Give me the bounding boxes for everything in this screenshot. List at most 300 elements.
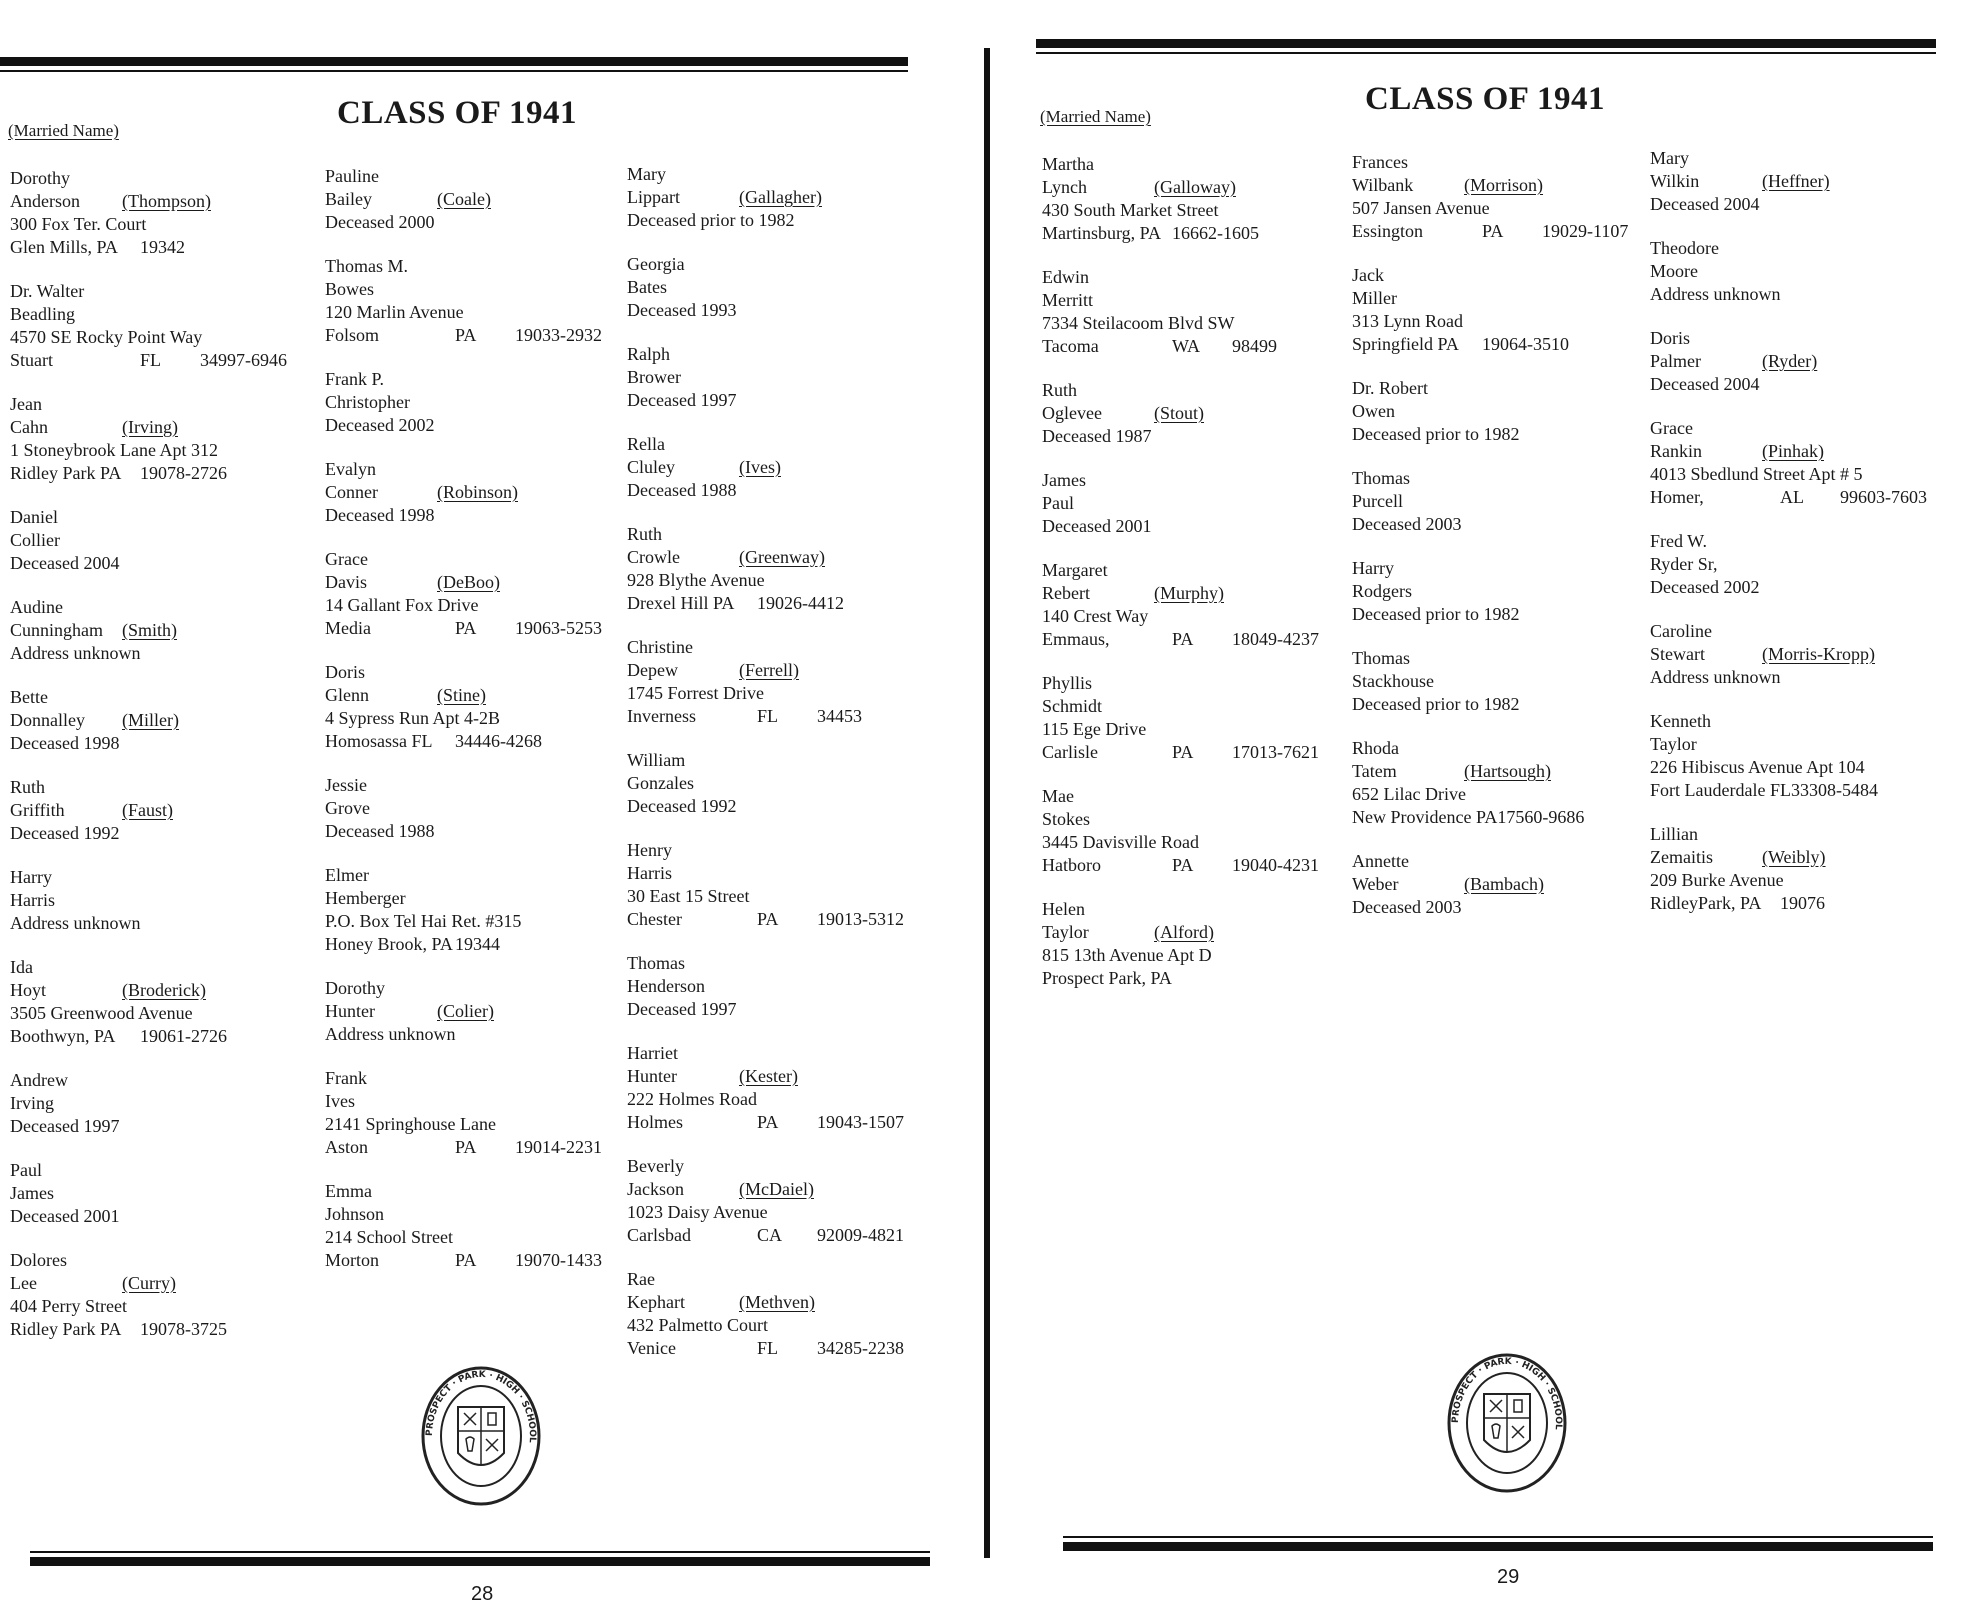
street-address: 313 Lynn Road	[1352, 311, 1463, 331]
married-name: (Thompson)	[122, 191, 211, 211]
status-text: Deceased 2004	[10, 553, 120, 573]
status-text: Deceased 2003	[1352, 514, 1462, 534]
status-text: Address unknown	[1650, 284, 1781, 304]
zip-code: 98499	[1232, 336, 1277, 356]
status-text: Deceased 1997	[627, 999, 737, 1019]
alumni-entry	[325, 977, 602, 1046]
married-name: (Bambach)	[1464, 874, 1544, 894]
status-text: Address unknown	[10, 913, 141, 933]
name-line	[627, 772, 904, 795]
name-line	[1650, 846, 1927, 869]
last-name: Griffith	[10, 800, 65, 820]
alumni-entry	[1352, 557, 1628, 626]
alumni-entry	[325, 458, 602, 527]
first-name: Emma	[325, 1181, 372, 1201]
name-line	[1042, 176, 1319, 199]
city: RidleyPark, PA	[1650, 893, 1762, 913]
first-name: Dorothy	[10, 168, 70, 188]
married-name: (Broderick)	[122, 980, 206, 1000]
first-name: Pauline	[325, 166, 379, 186]
first-name: Lillian	[1650, 824, 1698, 844]
alumni-entry	[627, 343, 904, 412]
state: PA	[1172, 855, 1194, 875]
first-name: Jessie	[325, 775, 367, 795]
married-name: (Robinson)	[437, 482, 518, 502]
first-name: Dr. Walter	[10, 281, 85, 301]
city-line	[10, 1025, 287, 1048]
status-text: Address unknown	[10, 643, 141, 663]
street-address: 222 Holmes Road	[627, 1089, 757, 1109]
first-name: Doris	[1650, 328, 1690, 348]
state: PA	[1172, 629, 1194, 649]
name-line	[10, 190, 287, 213]
street-address: 404 Perry Street	[10, 1296, 127, 1316]
status-text: Deceased 2001	[10, 1206, 120, 1226]
state: PA	[455, 1250, 477, 1270]
city-line	[325, 730, 602, 753]
first-name: Beverly	[627, 1156, 684, 1176]
name-line	[1650, 553, 1927, 576]
alumni-entry	[1352, 467, 1628, 536]
first-name: Margaret	[1042, 560, 1108, 580]
state: FL	[757, 706, 779, 726]
alumni-entry	[627, 1155, 904, 1247]
married-name: (Methven)	[739, 1292, 815, 1312]
status-text: Deceased 2002	[1650, 577, 1760, 597]
status-text: Deceased 2003	[1352, 897, 1462, 917]
city: Folsom	[325, 325, 380, 345]
name-column	[1352, 151, 1628, 919]
name-line	[627, 975, 904, 998]
zip-code: 33308-5484	[1790, 780, 1878, 800]
left-top-rule-thin	[0, 70, 908, 72]
city-line	[325, 1249, 602, 1272]
alumni-entry	[627, 253, 904, 322]
zip-code: 19344	[455, 934, 500, 954]
page-title: CLASS OF 1941	[337, 95, 577, 131]
alumni-entry	[627, 163, 904, 232]
last-name: Paul	[1042, 493, 1075, 513]
name-line	[627, 1178, 904, 1201]
last-name: Hunter	[627, 1066, 677, 1086]
last-name: Zemaitis	[1650, 847, 1713, 867]
street-address: 430 South Market Street	[1042, 200, 1219, 220]
city-line	[1352, 806, 1628, 829]
name-line	[1042, 492, 1319, 515]
first-name: Ruth	[627, 524, 663, 544]
alumni-entry	[627, 523, 904, 615]
zip-code: 34446-4268	[455, 731, 542, 751]
name-line	[627, 546, 904, 569]
last-name: Cunningham	[10, 620, 103, 640]
city: Prospect Park, PA	[1042, 968, 1172, 988]
first-name: Phyllis	[1042, 673, 1093, 693]
alumni-entry	[1352, 647, 1628, 716]
name-line	[1352, 873, 1628, 896]
alumni-entry	[325, 661, 602, 753]
name-line	[627, 366, 904, 389]
name-line	[1650, 350, 1927, 373]
status-text: Deceased 1997	[627, 390, 737, 410]
name-line	[325, 278, 602, 301]
first-name: Frank P.	[325, 369, 385, 389]
name-line	[1042, 921, 1319, 944]
last-name: Irving	[10, 1093, 54, 1113]
name-line	[325, 1090, 602, 1113]
last-name: Oglevee	[1042, 403, 1102, 423]
name-line	[1352, 174, 1628, 197]
alumni-entry	[627, 952, 904, 1021]
street-address: 14 Gallant Fox Drive	[325, 595, 479, 615]
state: CA	[757, 1225, 783, 1245]
married-name: (Kester)	[739, 1066, 798, 1086]
last-name: Gonzales	[627, 773, 694, 793]
status-text: Address unknown	[325, 1024, 456, 1044]
zip-code: 19013-5312	[817, 909, 904, 929]
married-name: (Heffner)	[1762, 171, 1830, 191]
alumni-entry	[1650, 327, 1927, 396]
married-name: (Miller)	[122, 710, 179, 730]
city-line	[10, 349, 287, 372]
last-name: Weber	[1352, 874, 1399, 894]
zip-code: 19078-3725	[140, 1319, 227, 1339]
name-line	[325, 684, 602, 707]
first-name: William	[627, 750, 686, 770]
first-name: Ruth	[1042, 380, 1078, 400]
zip-code: 34997-6946	[200, 350, 287, 370]
married-name: (Stout)	[1154, 403, 1205, 423]
street-address: 2141 Springhouse Lane	[325, 1114, 496, 1134]
name-line	[325, 391, 602, 414]
alumni-entry	[10, 686, 287, 755]
status-text: Deceased 2002	[325, 415, 435, 435]
alumni-entry	[325, 255, 602, 347]
status-text: Deceased 2004	[1650, 194, 1760, 214]
city-line	[325, 324, 602, 347]
alumni-entry	[10, 280, 287, 372]
city: Ridley Park PA	[10, 463, 122, 483]
last-name: Henderson	[627, 976, 705, 996]
first-name: Christine	[627, 637, 693, 657]
first-name: Ruth	[10, 777, 46, 797]
city-line	[325, 1136, 602, 1159]
name-line	[1650, 733, 1927, 756]
married-name: (Weibly)	[1762, 847, 1826, 867]
status-text: Deceased 2004	[1650, 374, 1760, 394]
name-column	[627, 163, 904, 1360]
city: Stuart	[10, 350, 53, 370]
first-name: Georgia	[627, 254, 685, 274]
first-name: Ralph	[627, 344, 670, 364]
street-address: 30 East 15 Street	[627, 886, 750, 906]
first-name: Harriet	[627, 1043, 678, 1063]
city: Holmes	[627, 1112, 683, 1132]
first-name: Theodore	[1650, 238, 1719, 258]
name-line	[627, 1065, 904, 1088]
status-text: Deceased 2001	[1042, 516, 1152, 536]
name-line	[10, 709, 287, 732]
last-name: Johnson	[325, 1204, 385, 1224]
last-name: Purcell	[1352, 491, 1403, 511]
first-name: Edwin	[1042, 267, 1089, 287]
last-name: Hemberger	[325, 888, 406, 908]
first-name: Thomas	[1352, 648, 1410, 668]
alumni-entry	[10, 956, 287, 1048]
last-name: Harris	[10, 890, 55, 910]
zip-code: 19014-2231	[515, 1137, 602, 1157]
name-line	[627, 456, 904, 479]
zip-code: 19033-2932	[515, 325, 602, 345]
alumni-entry	[1042, 469, 1319, 538]
city: Hatboro	[1042, 855, 1101, 875]
name-line	[1352, 580, 1628, 603]
status-text: Deceased 2000	[325, 212, 435, 232]
street-address: 4013 Sbedlund Street Apt # 5	[1650, 464, 1863, 484]
name-line	[1042, 289, 1319, 312]
alumni-entry	[627, 1042, 904, 1134]
status-text: Deceased 1988	[325, 821, 435, 841]
married-name: (McDaiel)	[739, 1179, 814, 1199]
name-line	[1042, 695, 1319, 718]
married-name: (Ryder)	[1762, 351, 1818, 371]
zip-code: 19043-1507	[817, 1112, 904, 1132]
last-name: Stackhouse	[1352, 671, 1434, 691]
last-name: Rebert	[1042, 583, 1090, 603]
last-name: Taylor	[1650, 734, 1697, 754]
city: Inverness	[627, 706, 696, 726]
street-address: 209 Burke Avenue	[1650, 870, 1784, 890]
alumni-entry	[325, 1180, 602, 1272]
name-line	[325, 481, 602, 504]
street-address: 3445 Davisville Road	[1042, 832, 1199, 852]
city-line	[627, 592, 904, 615]
name-line	[1352, 490, 1628, 513]
alumni-entry	[1042, 898, 1319, 990]
street-address: 432 Palmetto Court	[627, 1315, 768, 1335]
street-address: 507 Jansen Avenue	[1352, 198, 1490, 218]
first-name: Dorothy	[325, 978, 385, 998]
name-line	[325, 1203, 602, 1226]
name-line	[10, 619, 287, 642]
zip-code: 34453	[817, 706, 862, 726]
married-name: (Murphy)	[1154, 583, 1224, 603]
city-line	[1042, 335, 1319, 358]
city-line	[627, 908, 904, 931]
city: Drexel Hill PA	[627, 593, 735, 613]
married-name: (DeBoo)	[437, 572, 500, 592]
first-name: Thomas	[627, 953, 685, 973]
first-name: Mary	[627, 164, 666, 184]
zip-code: 19026-4412	[757, 593, 844, 613]
state: PA	[455, 618, 477, 638]
alumni-entry	[10, 506, 287, 575]
name-line	[10, 1092, 287, 1115]
zip-code: 17560-9686	[1497, 807, 1585, 827]
city: Chester	[627, 909, 682, 929]
city: Springfield PA	[1352, 334, 1459, 354]
last-name: Crowle	[627, 547, 680, 567]
right-bottom-rule	[1063, 1542, 1933, 1551]
married-name: (Morris-Kropp)	[1762, 644, 1875, 664]
name-line	[627, 276, 904, 299]
school-seal-logo	[420, 1365, 542, 1507]
last-name: Palmer	[1650, 351, 1701, 371]
last-name: Hunter	[325, 1001, 375, 1021]
first-name: Audine	[10, 597, 63, 617]
alumni-entry	[1042, 672, 1319, 764]
left-bottom-rule	[30, 1557, 930, 1566]
state: PA	[1482, 221, 1504, 241]
last-name: Rankin	[1650, 441, 1702, 461]
alumni-entry	[1650, 147, 1927, 216]
state: AL	[1780, 487, 1804, 507]
married-name: (Morrison)	[1464, 175, 1543, 195]
state: PA	[1172, 742, 1194, 762]
city: Boothwyn, PA	[10, 1026, 116, 1046]
last-name: Depew	[627, 660, 678, 680]
first-name: Thomas M.	[325, 256, 408, 276]
alumni-entry	[10, 1249, 287, 1341]
first-name: Bette	[10, 687, 48, 707]
status-text: Deceased 1987	[1042, 426, 1152, 446]
city-line	[1042, 854, 1319, 877]
status-text: Deceased 1998	[325, 505, 435, 525]
name-line	[1352, 400, 1628, 423]
page-number: 28	[471, 1583, 494, 1605]
street-address: 4 Sypress Run Apt 4-2B	[325, 708, 501, 728]
first-name: Annette	[1352, 851, 1409, 871]
first-name: Elmer	[325, 865, 369, 885]
first-name: Dr. Robert	[1352, 378, 1428, 398]
last-name: Moore	[1650, 261, 1698, 281]
zip-code: 19040-4231	[1232, 855, 1319, 875]
zip-code: 34285-2238	[817, 1338, 904, 1358]
last-name: Davis	[325, 572, 367, 592]
street-address: 140 Crest Way	[1042, 606, 1149, 626]
name-column	[10, 167, 287, 1341]
first-name: Martha	[1042, 154, 1094, 174]
name-line	[10, 1272, 287, 1295]
first-name: Rella	[627, 434, 665, 454]
last-name: Beadling	[10, 304, 75, 324]
last-name: Lynch	[1042, 177, 1087, 197]
married-name-label: (Married Name)	[1040, 107, 1151, 126]
street-address: 1745 Forrest Drive	[627, 683, 764, 703]
city-line	[10, 462, 287, 485]
first-name: Ida	[10, 957, 33, 977]
alumni-entry	[1650, 530, 1927, 599]
alumni-entry	[1352, 850, 1628, 919]
city-line	[325, 617, 602, 640]
name-line	[325, 887, 602, 910]
street-address: 300 Fox Ter. Court	[10, 214, 147, 234]
alumni-entry	[1042, 559, 1319, 651]
alumni-entry	[325, 165, 602, 234]
state: FL	[757, 1338, 779, 1358]
last-name: James	[10, 1183, 54, 1203]
city: Homosassa FL	[325, 731, 433, 751]
svg-text:PROSPECT · PARK · HIGH · SCHOO: PROSPECT · PARK · HIGH · SCHOOL	[1450, 1356, 1564, 1431]
state: WA	[1172, 336, 1200, 356]
name-line	[10, 979, 287, 1002]
zip-code: 92009-4821	[817, 1225, 904, 1245]
alumni-entry	[1042, 379, 1319, 448]
status-text: Deceased 1992	[627, 796, 737, 816]
name-line	[1650, 170, 1927, 193]
alumni-entry	[10, 1069, 287, 1138]
city-line	[1352, 220, 1628, 243]
zip-code: 19078-2726	[140, 463, 227, 483]
first-name: Frances	[1352, 152, 1408, 172]
city: Venice	[627, 1338, 676, 1358]
city: Essington	[1352, 221, 1424, 241]
city: Fort Lauderdale FL	[1650, 780, 1791, 800]
first-name: Doris	[325, 662, 365, 682]
married-name: (Colier)	[437, 1001, 494, 1021]
name-line	[627, 862, 904, 885]
city: Carlsbad	[627, 1225, 691, 1245]
alumni-entry	[325, 1067, 602, 1159]
city: Media	[325, 618, 371, 638]
street-address: 120 Marlin Avenue	[325, 302, 464, 322]
zip-code: 19029-1107	[1542, 221, 1629, 241]
last-name: Glenn	[325, 685, 369, 705]
street-address: 815 13th Avenue Apt D	[1042, 945, 1212, 965]
zip-code: 19342	[140, 237, 185, 257]
state: PA	[455, 325, 477, 345]
name-column	[1650, 147, 1927, 915]
alumni-entry	[10, 1159, 287, 1228]
last-name: Bowes	[325, 279, 374, 299]
name-line	[627, 1291, 904, 1314]
city-line	[627, 1224, 904, 1247]
married-name: (Gallagher)	[739, 187, 822, 207]
city-line	[627, 1111, 904, 1134]
last-name: Kephart	[627, 1292, 685, 1312]
last-name: Ryder Sr,	[1650, 554, 1718, 574]
street-address: 226 Hibiscus Avenue Apt 104	[1650, 757, 1865, 777]
alumni-entry	[10, 866, 287, 935]
right-top-rule-thin	[1036, 52, 1936, 54]
first-name: Daniel	[10, 507, 58, 527]
married-name: (Irving)	[122, 417, 178, 437]
last-name: Rodgers	[1352, 581, 1412, 601]
city: New Providence PA	[1352, 807, 1498, 827]
alumni-entry	[627, 636, 904, 728]
city: Emmaus,	[1042, 629, 1110, 649]
name-column	[325, 165, 602, 1272]
street-address: 115 Ege Drive	[1042, 719, 1147, 739]
name-line	[1042, 808, 1319, 831]
alumni-entry	[1650, 823, 1927, 915]
last-name: Donnalley	[10, 710, 85, 730]
first-name: Andrew	[10, 1070, 68, 1090]
status-text: Deceased 1993	[627, 300, 737, 320]
name-line	[325, 188, 602, 211]
name-line	[10, 889, 287, 912]
city-line	[1042, 741, 1319, 764]
married-name: (Ferrell)	[739, 660, 799, 680]
name-line	[10, 303, 287, 326]
alumni-entry	[1042, 266, 1319, 358]
zip-code: 19061-2726	[140, 1026, 227, 1046]
alumni-entry	[10, 776, 287, 845]
city: Carlisle	[1042, 742, 1098, 762]
name-line	[1352, 670, 1628, 693]
street-address: 652 Lilac Drive	[1352, 784, 1466, 804]
last-name: Christopher	[325, 392, 410, 412]
zip-code: 16662-1605	[1172, 223, 1259, 243]
